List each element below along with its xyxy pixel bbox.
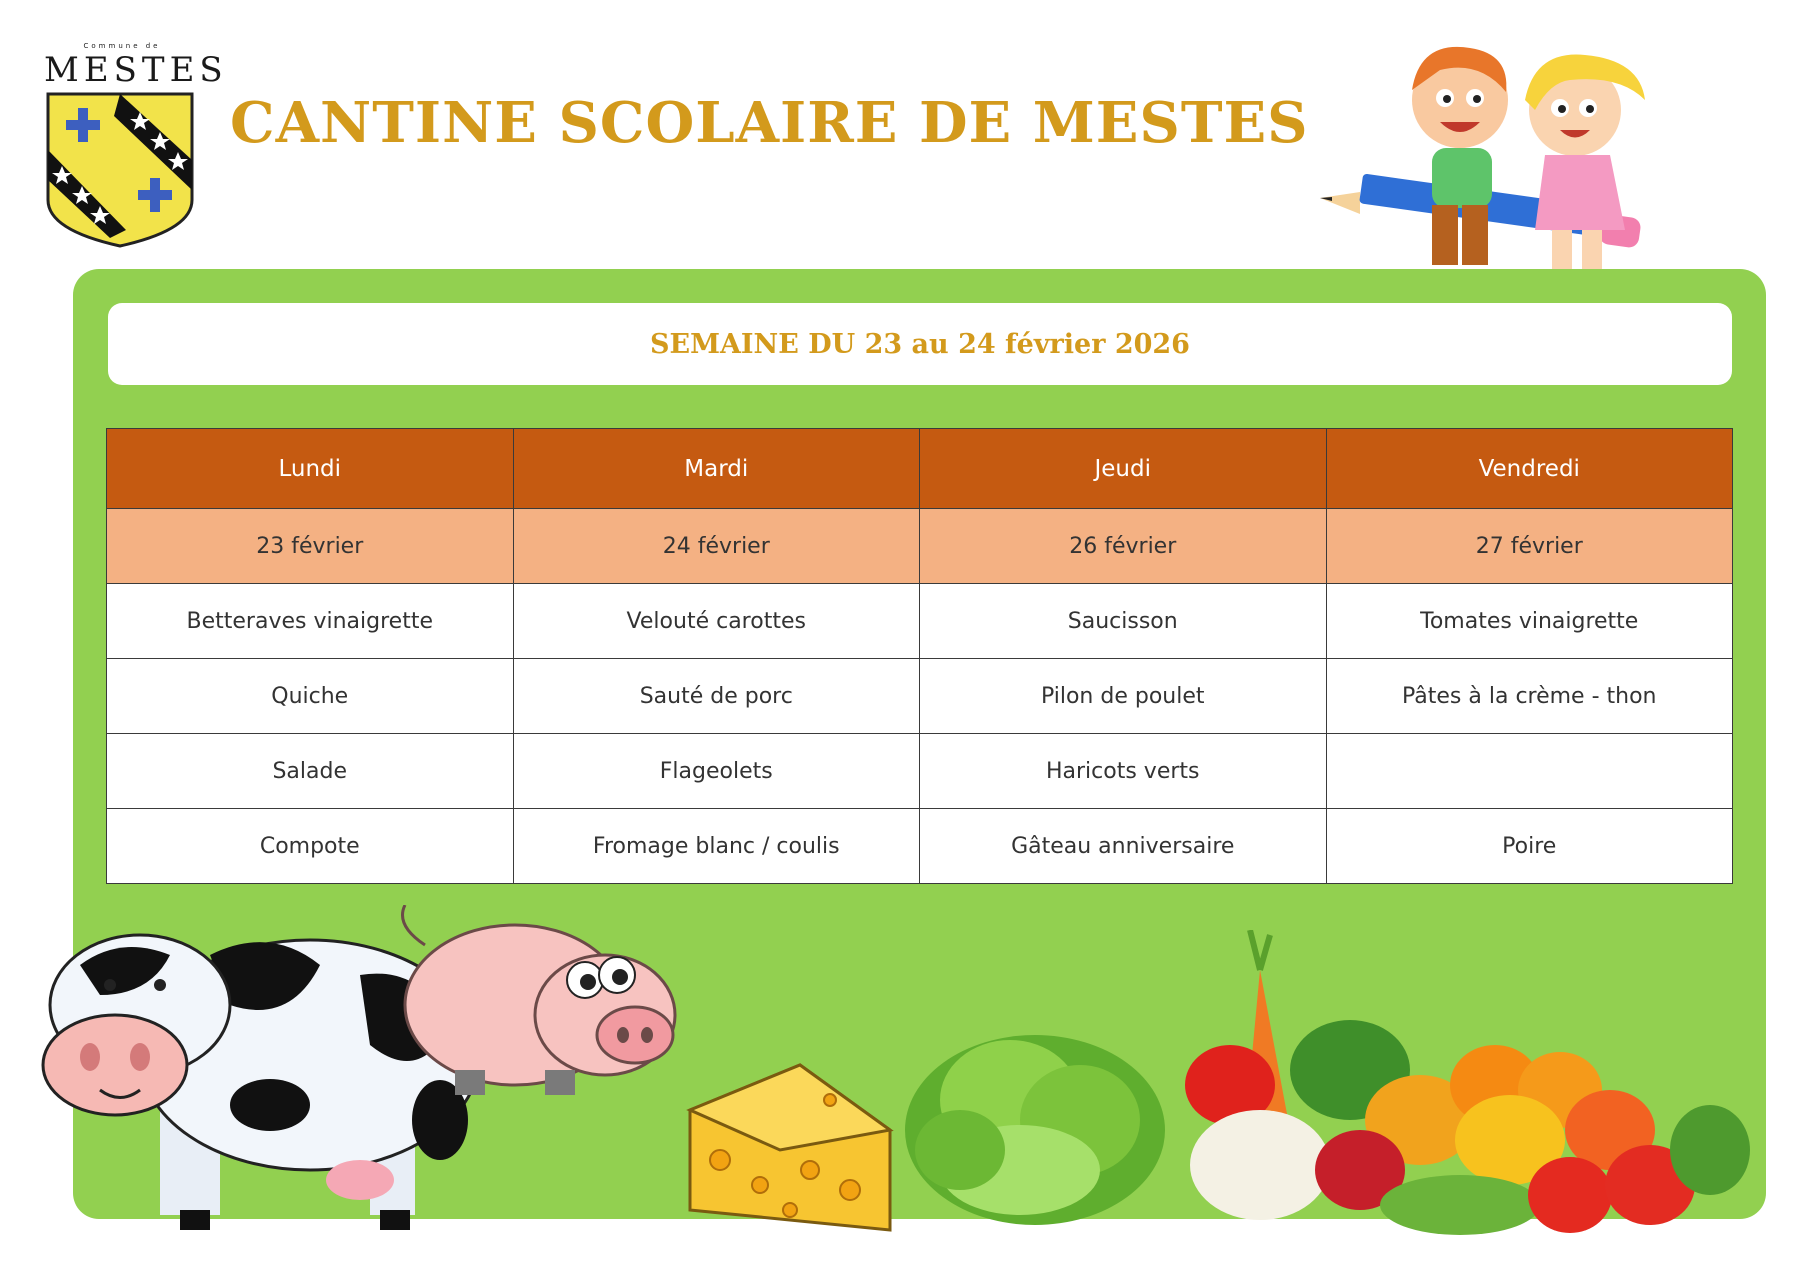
- crest-icon: [44, 90, 196, 248]
- dish-cell: [1326, 734, 1733, 809]
- table-row: [107, 809, 1733, 884]
- table-row: [107, 734, 1733, 809]
- dish-cell: Pâtes à la crème - thon: [1326, 659, 1733, 734]
- crest-name: MESTES: [44, 50, 228, 90]
- dish-cell: Compote: [107, 809, 514, 884]
- date-row: [107, 509, 1733, 584]
- dish-cell: Haricots verts: [920, 734, 1327, 809]
- dish-cell: Gâteau anniversaire: [920, 809, 1327, 884]
- date-cell: 26 février: [920, 509, 1327, 584]
- week-banner: [108, 303, 1732, 385]
- dish-cell: Tomates vinaigrette: [1326, 584, 1733, 659]
- dish-cell: Saucisson: [920, 584, 1327, 659]
- table-row: [107, 659, 1733, 734]
- date-cell: 27 février: [1326, 509, 1733, 584]
- dish-cell: Quiche: [107, 659, 514, 734]
- dish-cell: Flageolets: [513, 734, 920, 809]
- date-cell: 23 février: [107, 509, 514, 584]
- dish-cell: Poire: [1326, 809, 1733, 884]
- table-row: [107, 584, 1733, 659]
- lettuce-illustration: [900, 1010, 1170, 1230]
- kids-on-pencil-illustration: [1320, 30, 1690, 310]
- day-header: Jeudi: [920, 429, 1327, 509]
- menu-table: [106, 428, 1733, 884]
- dish-cell: Betteraves vinaigrette: [107, 584, 514, 659]
- dish-cell: Pilon de poulet: [920, 659, 1327, 734]
- vegetables-illustration: [1160, 930, 1760, 1240]
- dish-cell: Salade: [107, 734, 514, 809]
- day-header: Mardi: [513, 429, 920, 509]
- dish-cell: Velouté carottes: [513, 584, 920, 659]
- crest-label: Commune de: [83, 42, 161, 50]
- week-title: SEMAINE DU 23 au 24 février 2026: [650, 328, 1190, 360]
- dish-cell: Fromage blanc / coulis: [513, 809, 920, 884]
- date-cell: 24 février: [513, 509, 920, 584]
- day-header: Vendredi: [1326, 429, 1733, 509]
- dish-cell: Sauté de porc: [513, 659, 920, 734]
- page-title: CANTINE SCOLAIRE DE MESTES: [230, 90, 1309, 156]
- day-header: Lundi: [107, 429, 514, 509]
- pig-illustration: [395, 905, 685, 1105]
- cheese-illustration: [680, 1060, 900, 1240]
- table-header-row: [107, 429, 1733, 509]
